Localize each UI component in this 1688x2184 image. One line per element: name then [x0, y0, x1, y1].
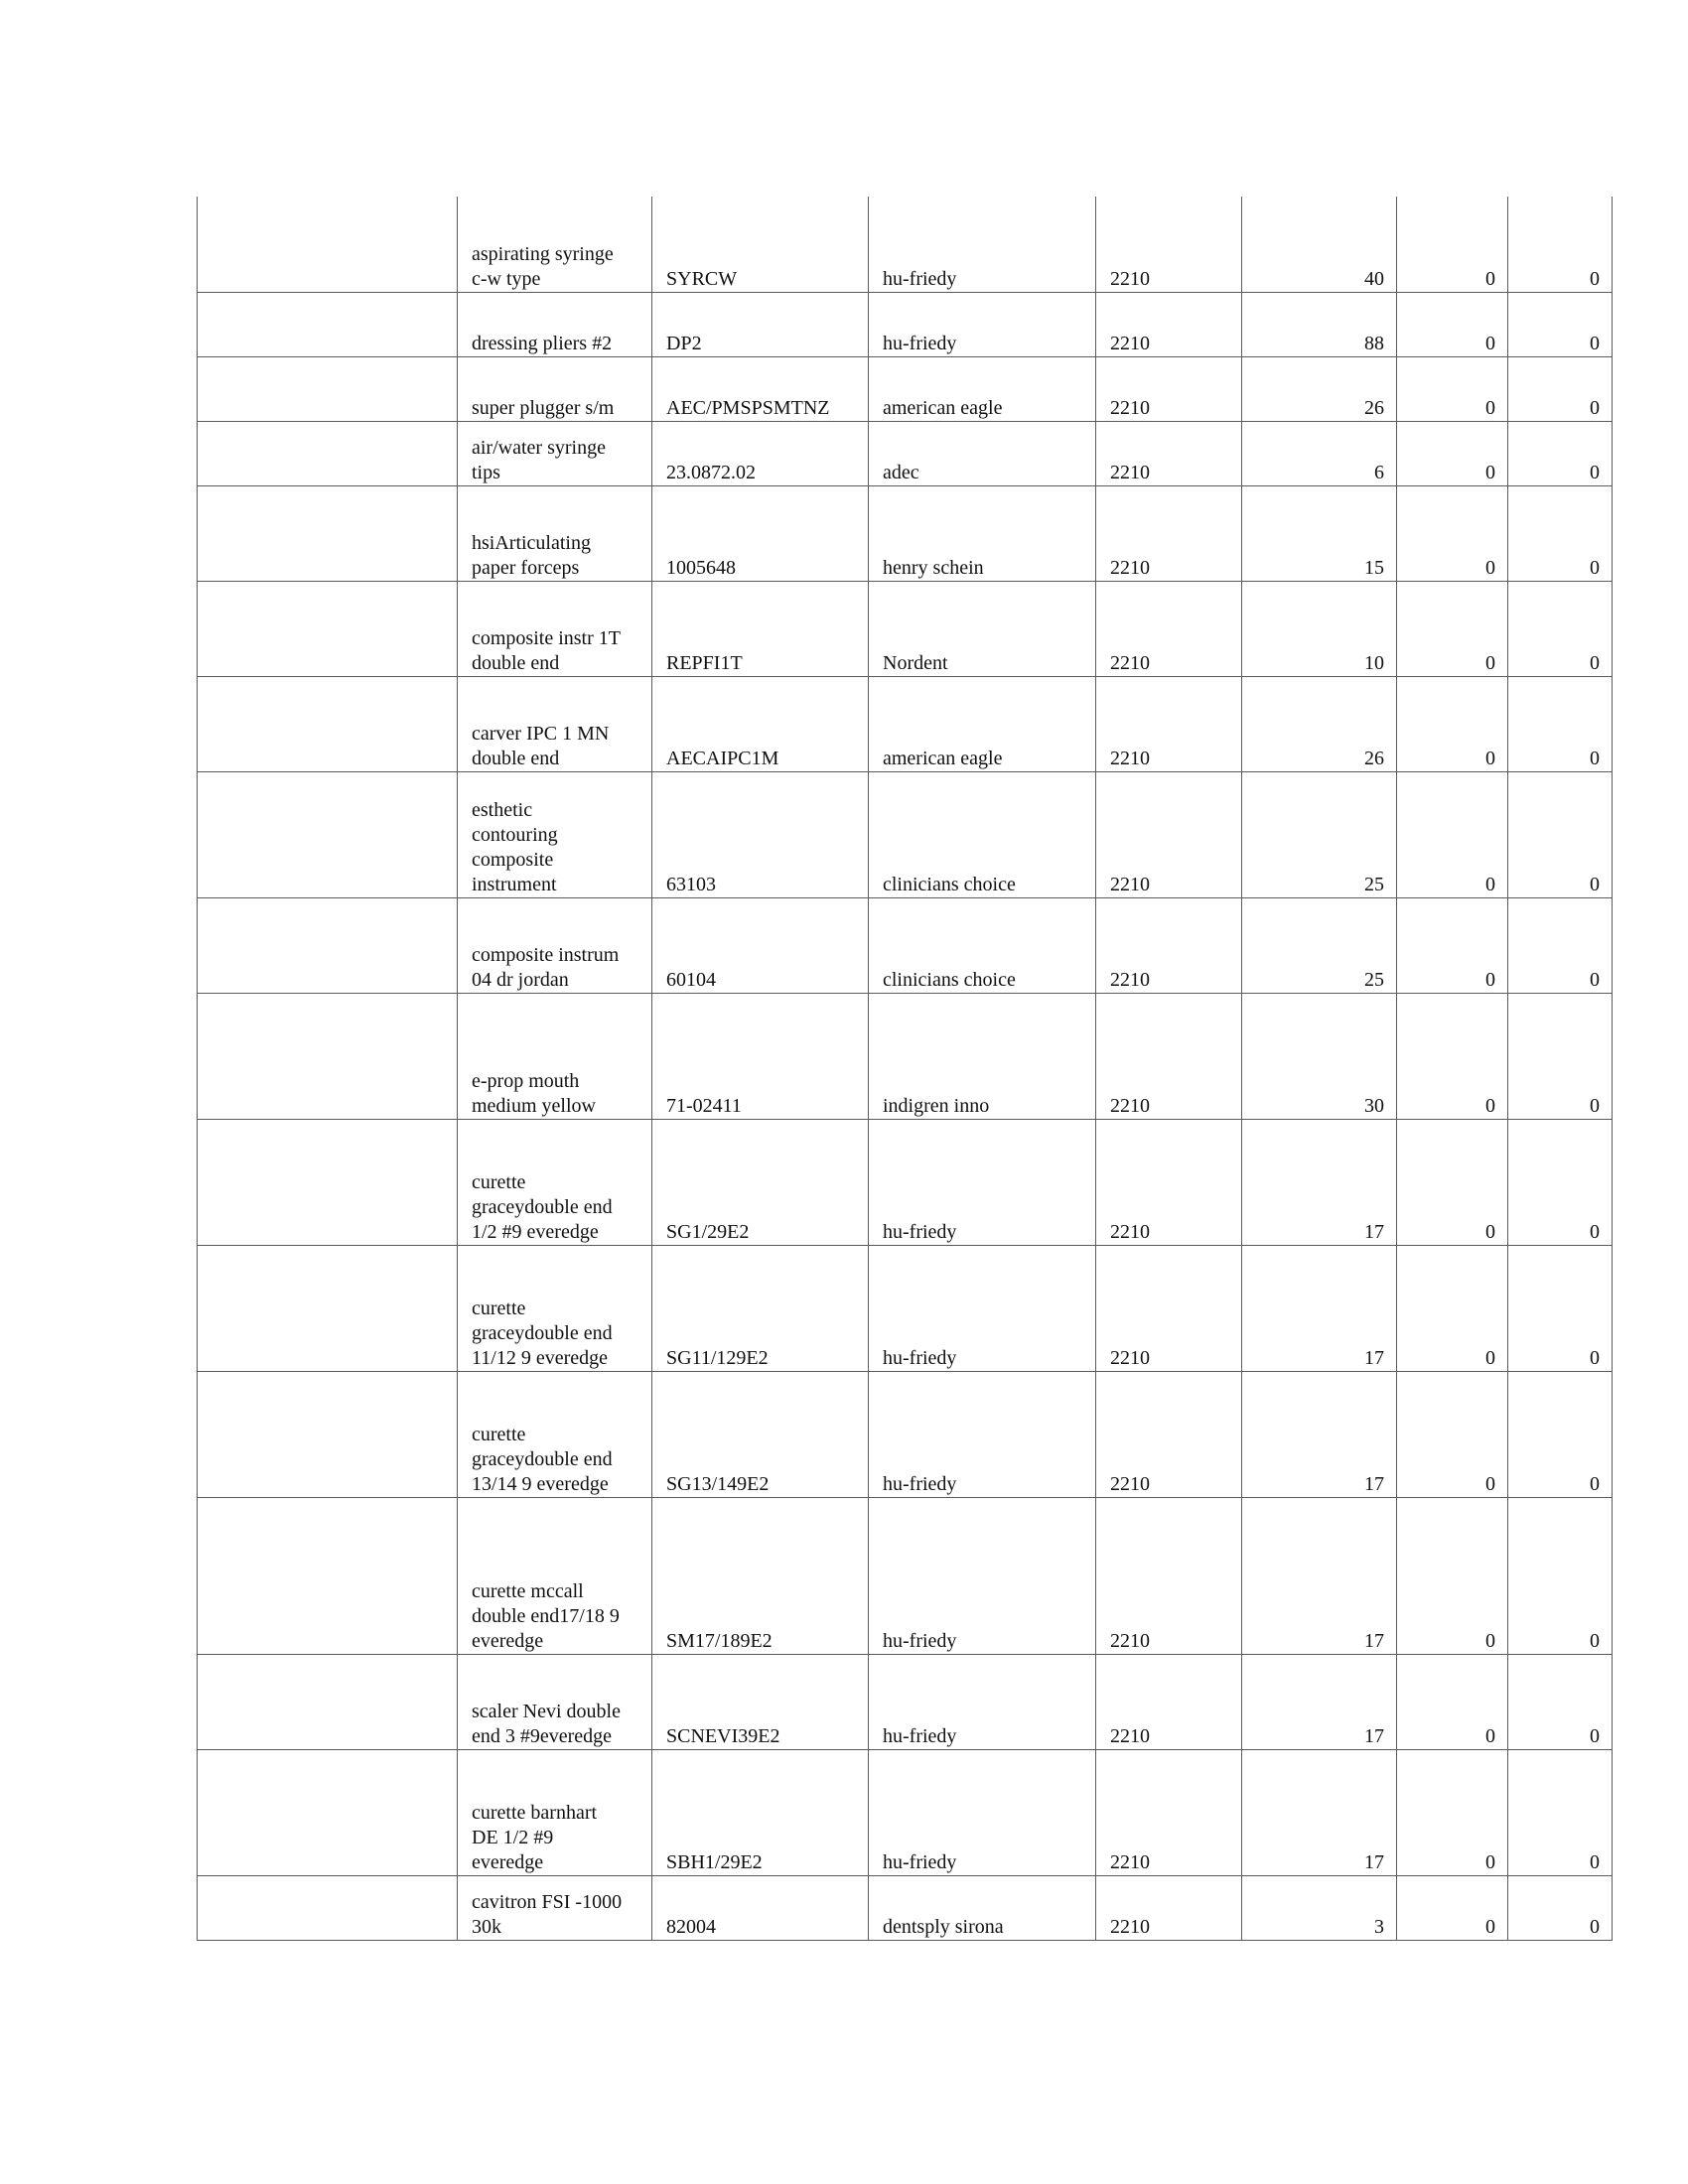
item-vendor-cell: adec	[869, 421, 1096, 485]
item-total-cell: 0	[1508, 292, 1613, 356]
item-code-cell: 2210	[1096, 1749, 1242, 1875]
item-description-cell: carver IPC 1 MN double end	[458, 676, 652, 771]
item-price-cell: 17	[1242, 1245, 1397, 1371]
item-price-cell: 40	[1242, 197, 1397, 292]
item-sku-cell: 1005648	[652, 485, 869, 581]
table-row	[198, 1875, 1613, 1940]
item-total-cell: 0	[1508, 1749, 1613, 1875]
item-vendor-cell: hu-friedy	[869, 1245, 1096, 1371]
item-id-cell	[198, 197, 458, 292]
item-sku-cell: SYRCW	[652, 197, 869, 292]
item-qty-cell: 0	[1397, 1654, 1508, 1749]
item-vendor-cell: henry schein	[869, 485, 1096, 581]
table-row	[198, 421, 1613, 485]
item-description-cell: super plugger s/m	[458, 356, 652, 421]
item-price-cell: 17	[1242, 1119, 1397, 1245]
item-code-cell: 2210	[1096, 897, 1242, 993]
item-id-cell	[198, 993, 458, 1119]
item-price-cell: 26	[1242, 676, 1397, 771]
item-vendor-cell: hu-friedy	[869, 1654, 1096, 1749]
item-vendor-cell: hu-friedy	[869, 1749, 1096, 1875]
item-id-cell	[198, 421, 458, 485]
item-code-cell: 2210	[1096, 771, 1242, 897]
item-qty-cell: 0	[1397, 197, 1508, 292]
item-id-cell	[198, 1245, 458, 1371]
item-price-cell: 88	[1242, 292, 1397, 356]
item-vendor-cell: Nordent	[869, 581, 1096, 676]
item-qty-cell: 0	[1397, 1245, 1508, 1371]
item-sku-cell: DP2	[652, 292, 869, 356]
table-row	[198, 1371, 1613, 1497]
item-price-cell: 6	[1242, 421, 1397, 485]
item-total-cell: 0	[1508, 581, 1613, 676]
table-row	[198, 1497, 1613, 1654]
item-sku-cell: 82004	[652, 1875, 869, 1940]
item-code-cell: 2210	[1096, 197, 1242, 292]
item-id-cell	[198, 356, 458, 421]
item-sku-cell: SCNEVI39E2	[652, 1654, 869, 1749]
item-qty-cell: 0	[1397, 1749, 1508, 1875]
item-total-cell: 0	[1508, 1497, 1613, 1654]
item-qty-cell: 0	[1397, 356, 1508, 421]
item-sku-cell: REPFI1T	[652, 581, 869, 676]
item-code-cell: 2210	[1096, 292, 1242, 356]
item-qty-cell: 0	[1397, 771, 1508, 897]
item-qty-cell: 0	[1397, 485, 1508, 581]
item-vendor-cell: clinicians choice	[869, 771, 1096, 897]
item-id-cell	[198, 485, 458, 581]
table-row	[198, 1749, 1613, 1875]
item-vendor-cell: hu-friedy	[869, 292, 1096, 356]
item-price-cell: 26	[1242, 356, 1397, 421]
item-sku-cell: 71-02411	[652, 993, 869, 1119]
item-total-cell: 0	[1508, 356, 1613, 421]
item-description-cell: scaler Nevi double end 3 #9everedge	[458, 1654, 652, 1749]
item-qty-cell: 0	[1397, 897, 1508, 993]
table-row	[198, 197, 1613, 292]
item-code-cell: 2210	[1096, 1497, 1242, 1654]
item-qty-cell: 0	[1397, 993, 1508, 1119]
item-price-cell: 25	[1242, 897, 1397, 993]
item-price-cell: 25	[1242, 771, 1397, 897]
item-sku-cell: SG1/29E2	[652, 1119, 869, 1245]
item-id-cell	[198, 1119, 458, 1245]
item-code-cell: 2210	[1096, 1371, 1242, 1497]
table-row	[198, 993, 1613, 1119]
item-description-cell: cavitron FSI -1000 30k	[458, 1875, 652, 1940]
item-price-cell: 17	[1242, 1497, 1397, 1654]
item-code-cell: 2210	[1096, 993, 1242, 1119]
item-sku-cell: AEC/PMSPSMTNZ	[652, 356, 869, 421]
item-total-cell: 0	[1508, 1654, 1613, 1749]
item-qty-cell: 0	[1397, 581, 1508, 676]
item-sku-cell: SBH1/29E2	[652, 1749, 869, 1875]
item-price-cell: 17	[1242, 1749, 1397, 1875]
item-sku-cell: 60104	[652, 897, 869, 993]
item-price-cell: 17	[1242, 1371, 1397, 1497]
item-price-cell: 17	[1242, 1654, 1397, 1749]
item-sku-cell: SG11/129E2	[652, 1245, 869, 1371]
item-vendor-cell: hu-friedy	[869, 1497, 1096, 1654]
item-vendor-cell: clinicians choice	[869, 897, 1096, 993]
item-description-cell: curette graceydouble end 11/12 9 everedge	[458, 1245, 652, 1371]
item-total-cell: 0	[1508, 771, 1613, 897]
item-vendor-cell: hu-friedy	[869, 1119, 1096, 1245]
table-row	[198, 356, 1613, 421]
item-vendor-cell: american eagle	[869, 676, 1096, 771]
item-qty-cell: 0	[1397, 1875, 1508, 1940]
item-price-cell: 15	[1242, 485, 1397, 581]
item-description-cell: aspirating syringe c-w type	[458, 197, 652, 292]
item-qty-cell: 0	[1397, 1119, 1508, 1245]
item-sku-cell: SG13/149E2	[652, 1371, 869, 1497]
item-description-cell: curette graceydouble end 1/2 #9 everedge	[458, 1119, 652, 1245]
item-qty-cell: 0	[1397, 292, 1508, 356]
item-price-cell: 10	[1242, 581, 1397, 676]
table-row	[198, 1245, 1613, 1371]
item-total-cell: 0	[1508, 197, 1613, 292]
item-code-cell: 2210	[1096, 676, 1242, 771]
item-total-cell: 0	[1508, 421, 1613, 485]
inventory-table	[197, 197, 1613, 1941]
item-total-cell: 0	[1508, 897, 1613, 993]
item-description-cell: composite instr 1T double end	[458, 581, 652, 676]
item-total-cell: 0	[1508, 485, 1613, 581]
item-price-cell: 3	[1242, 1875, 1397, 1940]
item-description-cell: curette barnhart DE 1/2 #9 everedge	[458, 1749, 652, 1875]
item-code-cell: 2210	[1096, 1119, 1242, 1245]
item-description-cell: air/water syringe tips	[458, 421, 652, 485]
item-id-cell	[198, 1371, 458, 1497]
item-code-cell: 2210	[1096, 1245, 1242, 1371]
item-description-cell: curette mccall double end17/18 9 everedge	[458, 1497, 652, 1654]
item-code-cell: 2210	[1096, 1875, 1242, 1940]
item-total-cell: 0	[1508, 676, 1613, 771]
item-vendor-cell: indigren inno	[869, 993, 1096, 1119]
item-code-cell: 2210	[1096, 356, 1242, 421]
table-row	[198, 676, 1613, 771]
item-vendor-cell: hu-friedy	[869, 197, 1096, 292]
item-id-cell	[198, 897, 458, 993]
table-row	[198, 771, 1613, 897]
item-description-cell: e-prop mouth medium yellow	[458, 993, 652, 1119]
item-id-cell	[198, 676, 458, 771]
item-id-cell	[198, 1654, 458, 1749]
item-id-cell	[198, 1749, 458, 1875]
item-vendor-cell: hu-friedy	[869, 1371, 1096, 1497]
item-qty-cell: 0	[1397, 676, 1508, 771]
item-description-cell: hsiArticulating paper forceps	[458, 485, 652, 581]
item-sku-cell: 63103	[652, 771, 869, 897]
item-description-cell: dressing pliers #2	[458, 292, 652, 356]
item-id-cell	[198, 771, 458, 897]
item-qty-cell: 0	[1397, 1371, 1508, 1497]
item-description-cell: composite instrum 04 dr jordan	[458, 897, 652, 993]
item-code-cell: 2210	[1096, 421, 1242, 485]
item-vendor-cell: dentsply sirona	[869, 1875, 1096, 1940]
table-row	[198, 292, 1613, 356]
item-description-cell: curette graceydouble end 13/14 9 everedge	[458, 1371, 652, 1497]
item-description-cell: esthetic contouring composite instrument	[458, 771, 652, 897]
item-total-cell: 0	[1508, 1245, 1613, 1371]
item-code-cell: 2210	[1096, 581, 1242, 676]
item-total-cell: 0	[1508, 1371, 1613, 1497]
item-total-cell: 0	[1508, 1119, 1613, 1245]
table-row	[198, 1654, 1613, 1749]
item-id-cell	[198, 292, 458, 356]
item-code-cell: 2210	[1096, 1654, 1242, 1749]
item-id-cell	[198, 581, 458, 676]
item-total-cell: 0	[1508, 993, 1613, 1119]
table-row	[198, 897, 1613, 993]
item-qty-cell: 0	[1397, 1497, 1508, 1654]
item-vendor-cell: american eagle	[869, 356, 1096, 421]
table-row	[198, 581, 1613, 676]
item-id-cell	[198, 1497, 458, 1654]
table-row	[198, 1119, 1613, 1245]
item-code-cell: 2210	[1096, 485, 1242, 581]
table-row	[198, 485, 1613, 581]
item-id-cell	[198, 1875, 458, 1940]
item-sku-cell: AECAIPC1M	[652, 676, 869, 771]
item-sku-cell: SM17/189E2	[652, 1497, 869, 1654]
item-sku-cell: 23.0872.02	[652, 421, 869, 485]
item-price-cell: 30	[1242, 993, 1397, 1119]
item-qty-cell: 0	[1397, 421, 1508, 485]
inventory-table-body	[198, 197, 1613, 1940]
item-total-cell: 0	[1508, 1875, 1613, 1940]
